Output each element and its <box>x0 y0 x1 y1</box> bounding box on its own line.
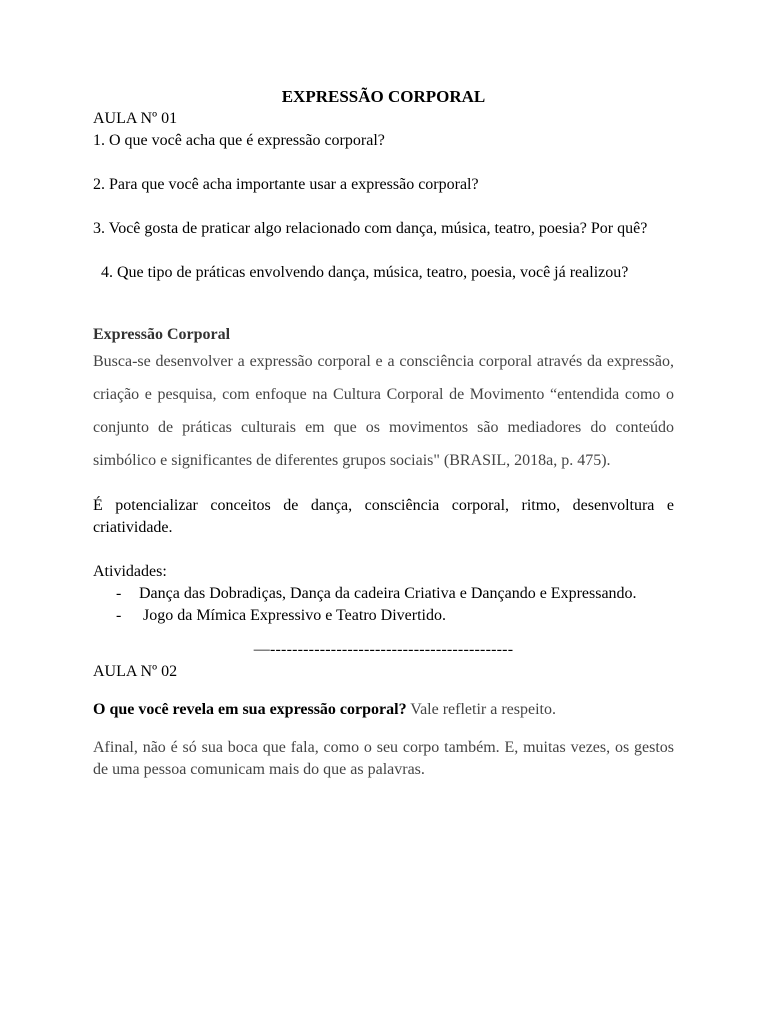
document-title: EXPRESSÃO CORPORAL <box>281 87 486 106</box>
potential-paragraph: É potencializar conceitos de dança, consciência corporal, ritmo, desenvoltura e criatividade. <box>93 497 674 536</box>
list-item <box>93 605 674 627</box>
section-heading: Expressão Corporal <box>93 326 231 343</box>
section-paragraph: Busca-se desenvolver a expressão corporal e a consciência corporal através da expressão, criação e pesquisa, com enfoque na Cultura Corporal de Movimento “entendida como o conjunto de práticas culturais em que os movimentos são mediadores do conteúdo simbólico e significantes de diferentes grupos sociais" (BRASIL, 2018a, p. 475). <box>93 353 674 469</box>
question-1: 1. O que você acha que é expressão corporal? <box>93 132 385 149</box>
question-3: 3. Você gosta de praticar algo relacionado com dança, música, teatro, poesia? Por quê? <box>93 220 648 237</box>
section-separator: —-------------------------------------------- <box>253 641 514 658</box>
question-2: 2. Para que você acha importante usar a expressão corporal? <box>93 176 479 193</box>
list-bullet: - <box>116 607 122 624</box>
aula-02-paragraph: Afinal, não é só sua boca que fala, como o seu corpo também. E, muitas vezes, os gestos de uma pessoa comunicam mais do que as palavras. <box>93 739 674 778</box>
activity-text: Dança das Dobradiças, Dança da cadeira Criativa e Dançando e Expressando. <box>139 585 637 602</box>
aula-02-question-bold: O que você revela em sua expressão corporal? <box>93 701 407 718</box>
aula-02-label: AULA Nº 02 <box>93 663 178 680</box>
activities-list <box>93 583 674 627</box>
question-4: 4. Que tipo de práticas envolvendo dança, música, teatro, poesia, você já realizou? <box>101 264 629 281</box>
aula-02-question <box>93 699 674 721</box>
aula-02-question-rest: Vale refletir a respeito. <box>406 701 556 718</box>
list-item <box>93 583 674 605</box>
list-bullet: - <box>116 585 122 602</box>
activity-text: Jogo da Mímica Expressivo e Teatro Divertido. <box>139 607 446 624</box>
document-page <box>93 86 674 781</box>
aula-01-label: AULA Nº 01 <box>93 110 178 127</box>
activities-label: Atividades: <box>93 563 167 580</box>
